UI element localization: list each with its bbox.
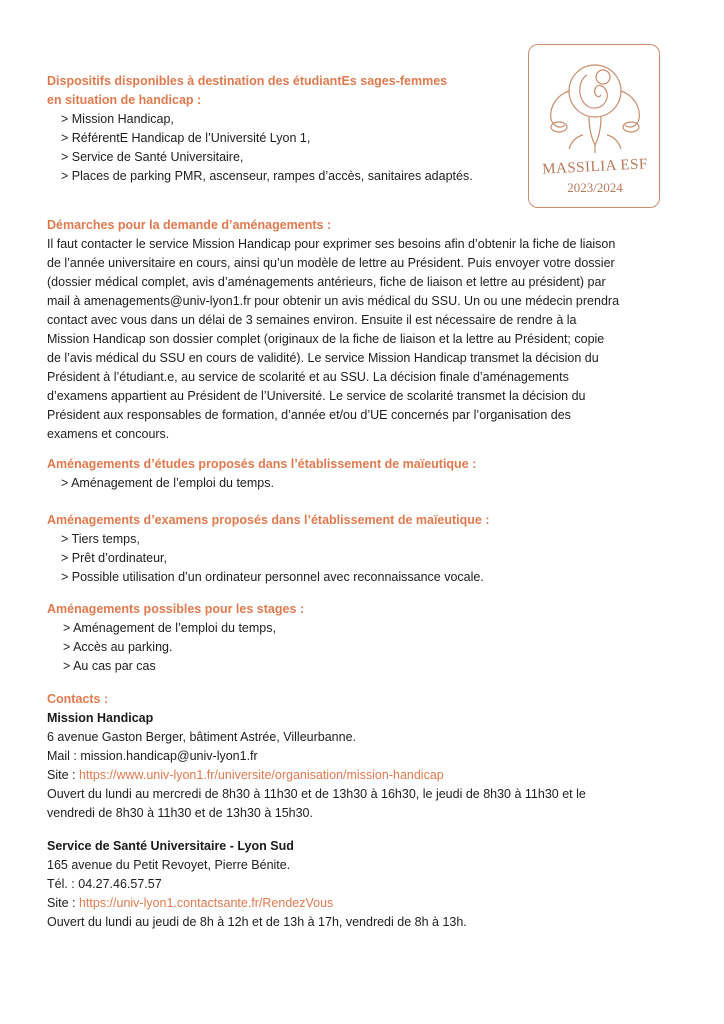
contact-phone: Tél. : 04.27.46.57.57 — [47, 877, 162, 891]
paragraph-line: de l’avis médical du SSU en cours de validité). Le service Mission Handicap transmet la décision du — [47, 351, 599, 365]
list-item: > Tiers temps, — [61, 532, 140, 546]
paragraph-line: examens et concours. — [47, 427, 170, 441]
contact-site — [47, 766, 667, 785]
section-heading: Aménagements possibles pour les stages : — [47, 602, 305, 616]
contact-site — [47, 894, 667, 913]
paragraph-line: de l’année universitaire en cours, ainsi qu’un modèle de lettre au Président. Puis envoyer votre dossier — [47, 256, 615, 270]
list-item: > Places de parking PMR, ascenseur, rampes d’accès, sanitaires adaptés. — [61, 169, 473, 183]
contact-address: 165 avenue du Petit Revoyet, Pierre Bénite. — [47, 858, 291, 872]
section-demarches — [47, 216, 667, 444]
section-heading: Contacts : — [47, 692, 109, 706]
logo-name: MASSILIA ESF — [541, 156, 649, 178]
contact-mail: Mail : mission.handicap@univ-lyon1.fr — [47, 749, 258, 763]
list-item: > Prêt d’ordinateur, — [61, 551, 167, 565]
contact-title: Service de Santé Universitaire - Lyon Sud — [47, 839, 294, 853]
list-item: > Aménagement de l’emploi du temps. — [61, 476, 274, 490]
section-examens — [47, 511, 667, 587]
logo-year: 2023/2024 — [567, 180, 623, 195]
list-item: > Service de Santé Universitaire, — [61, 150, 244, 164]
ssu-rendezvous-link[interactable]: https://univ-lyon1.contactsante.fr/RendezVous — [78, 896, 334, 910]
section-heading: Aménagements d’études proposés dans l’établissement de maïeutique : — [47, 457, 477, 471]
list-item: > Au cas par cas — [63, 659, 156, 673]
contact-hours: Ouvert du lundi au jeudi de 8h à 12h et de 13h à 17h, vendredi de 8h à 13h. — [47, 915, 467, 929]
paragraph-line: d’examens appartient au Président de l’Université. Le service de scolarité transmet la décision du — [47, 389, 586, 403]
section-contacts — [47, 690, 667, 823]
site-label: Site : — [47, 768, 79, 782]
paragraph-line: contact avec vous dans un délai de 3 semaines environ. Ensuite il est nécessaire de rendre à la — [47, 313, 577, 327]
section-stages — [47, 600, 667, 676]
contact-address: 6 avenue Gaston Berger, bâtiment Astrée, Villeurbanne. — [47, 730, 356, 744]
section-etudes — [47, 455, 667, 493]
list-item: > Accès au parking. — [63, 640, 173, 654]
contact-hours: Ouvert du lundi au mercredi de 8h30 à 11h30 et de 13h30 à 16h30, le jeudi de 8h30 à 11h30 et le — [47, 787, 586, 801]
section-dispositifs — [47, 72, 667, 186]
list-item: > Aménagement de l’emploi du temps, — [63, 621, 276, 635]
paragraph-line: Président à l’étudiant.e, au service de scolarité et au SSU. La décision finale d’aménagements — [47, 370, 569, 384]
paragraph-line: Mission Handicap son dossier complet (originaux de la fiche de liaison et la lettre au Président; copie — [47, 332, 605, 346]
contact-hours: vendredi de 8h30 à 11h30 et de 13h30 à 15h30. — [47, 806, 313, 820]
paragraph-line: mail à amenagements@univ-lyon1.fr pour obtenir un avis médical du SSU. Un ou une médecin prendra — [47, 294, 620, 308]
site-label: Site : — [47, 896, 79, 910]
list-item: > Mission Handicap, — [61, 112, 174, 126]
section-heading: Dispositifs disponibles à destination des étudiantEs sages-femmes — [47, 74, 448, 88]
list-item: > Possible utilisation d’un ordinateur personnel avec reconnaissance vocale. — [61, 570, 484, 584]
paragraph-line: Il faut contacter le service Mission Handicap pour exprimer ses besoins afin d’obtenir la fiche de liaison — [47, 237, 616, 251]
paragraph-line: Président aux responsables de formation, d’année et/ou d’UE concernés par l’organisation des — [47, 408, 571, 422]
section-ssu — [47, 837, 667, 932]
contact-title: Mission Handicap — [47, 711, 154, 725]
section-heading: Aménagements d’examens proposés dans l’établissement de maïeutique : — [47, 513, 490, 527]
section-heading: en situation de handicap : — [47, 93, 202, 107]
section-heading: Démarches pour la demande d’aménagements : — [47, 218, 332, 232]
list-item: > RéférentE Handicap de l’Université Lyon 1, — [61, 131, 311, 145]
paragraph-line: (dossier médical complet, avis d’aménagements antérieurs, fiche de liaison et lettre au président) par — [47, 275, 606, 289]
mission-handicap-link[interactable]: https://www.univ-lyon1.fr/universite/organisation/mission-handicap — [78, 768, 444, 782]
